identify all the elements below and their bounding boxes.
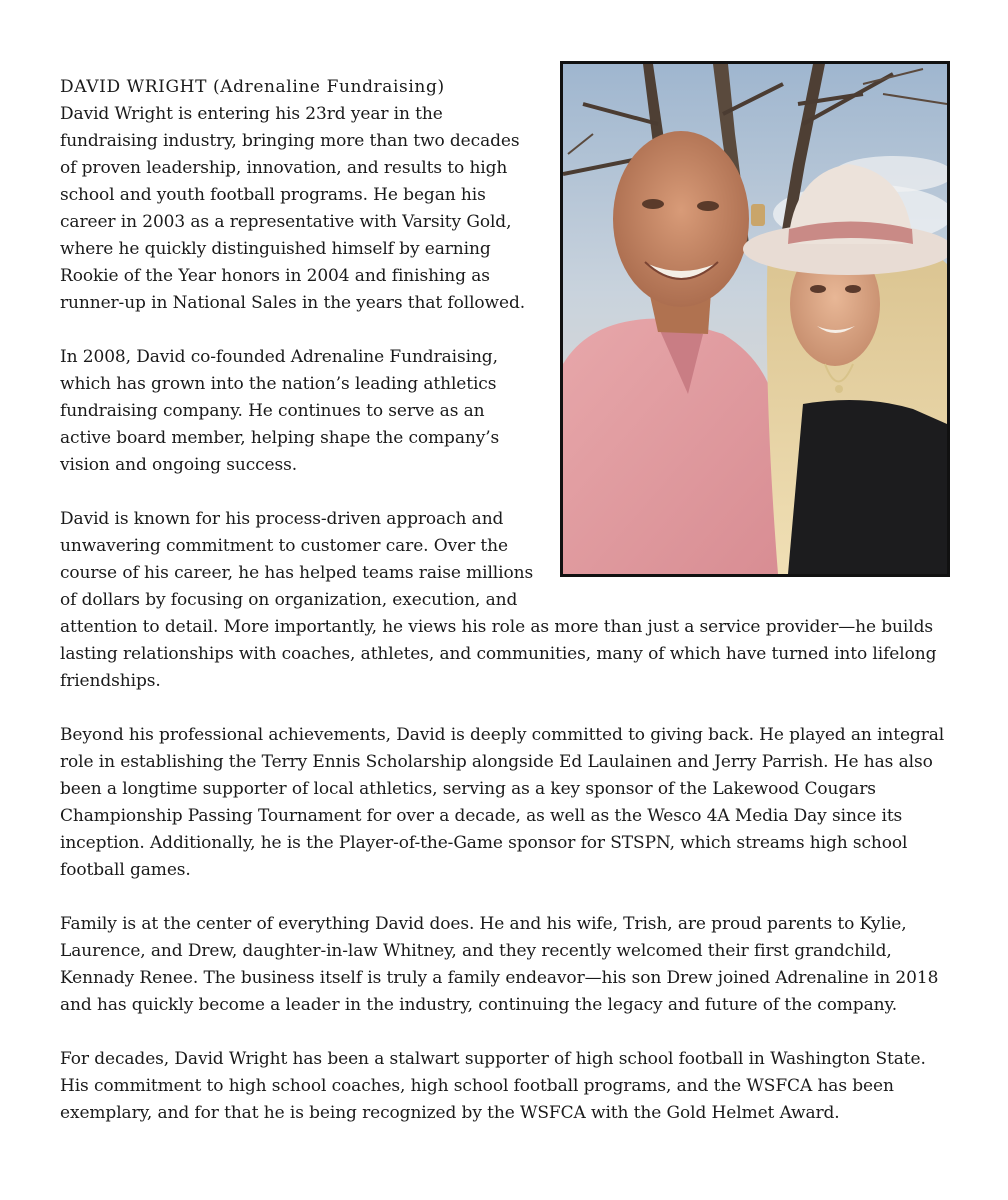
- bio-paragraph-2: In 2008, David co-founded Adrenaline Fundraising, which has grown into the nation’s leading athletics fundraising company. He continues to serve as an active board member, helping shape the company’s vision and ongoing success.: [60, 347, 500, 475]
- bio-heading: DAVID WRIGHT (Adrenaline Fundraising): [60, 77, 445, 97]
- bio-paragraph-4: Beyond his professional achievements, David is deeply committed to giving back. He played an integral role in establishing the Terry Ennis Scholarship alongside Ed Laulainen and Jerry Parrish. He has also been a longtime supporter of local athletics, serving as a key sponsor of the Lakewood Cougars Championship Passing Tournament for over a decade, as well as the Wesco 4A Media Day since its inception. Additionally, he is the Player-of-the-Game sponsor for STSPN, which streams high school football games.: [60, 725, 945, 880]
- bio-paragraph-5: Family is at the center of everything David does. He and his wife, Trish, are proud parents to Kylie, Laurence, and Drew, daughter-in-law Whitney, and they recently welcomed their first grandchild, Kennady Renee. The business itself is truly a family endeavor—his son Drew joined Adrenaline in 2018 and has quickly become a leader in the industry, continuing the legacy and future of the company.: [60, 914, 939, 1015]
- photo-float-spacer: [538, 506, 950, 597]
- intro-paragraph: [60, 74, 538, 317]
- bio-paragraph-1: David Wright is entering his 23rd year in the fundraising industry, bringing more than two decades of proven leadership, innovation, and results to high school and youth football programs. He began his career in 2003 as a representative with Varsity Gold, where he quickly distinguished himself by earning Rookie of the Year honors in 2004 and finishing as runner-up in National Sales in the years that followed.: [60, 104, 526, 313]
- bio-paragraph-3-text: David is known for his process-driven approach and unwavering commitment to customer care. Over the course of his career, he has helped teams raise millions of dollars by focusing on organization, execution, and attention to detail. More importantly, he views his role as more than just a service provider—he builds lasting relationships with coaches, athletes, and communities, many of which have turned into lifelong friendships.: [60, 509, 937, 691]
- bio-paragraph-6: For decades, David Wright has been a stalwart supporter of high school football in Washington State. His commitment to high school coaches, high school football programs, and the WSFCA has been exemplary, and for that he is being recognized by the WSFCA with the Gold Helmet Award.: [60, 1049, 926, 1123]
- bio-content: [60, 74, 950, 1154]
- bio-paragraph-3: [60, 506, 950, 695]
